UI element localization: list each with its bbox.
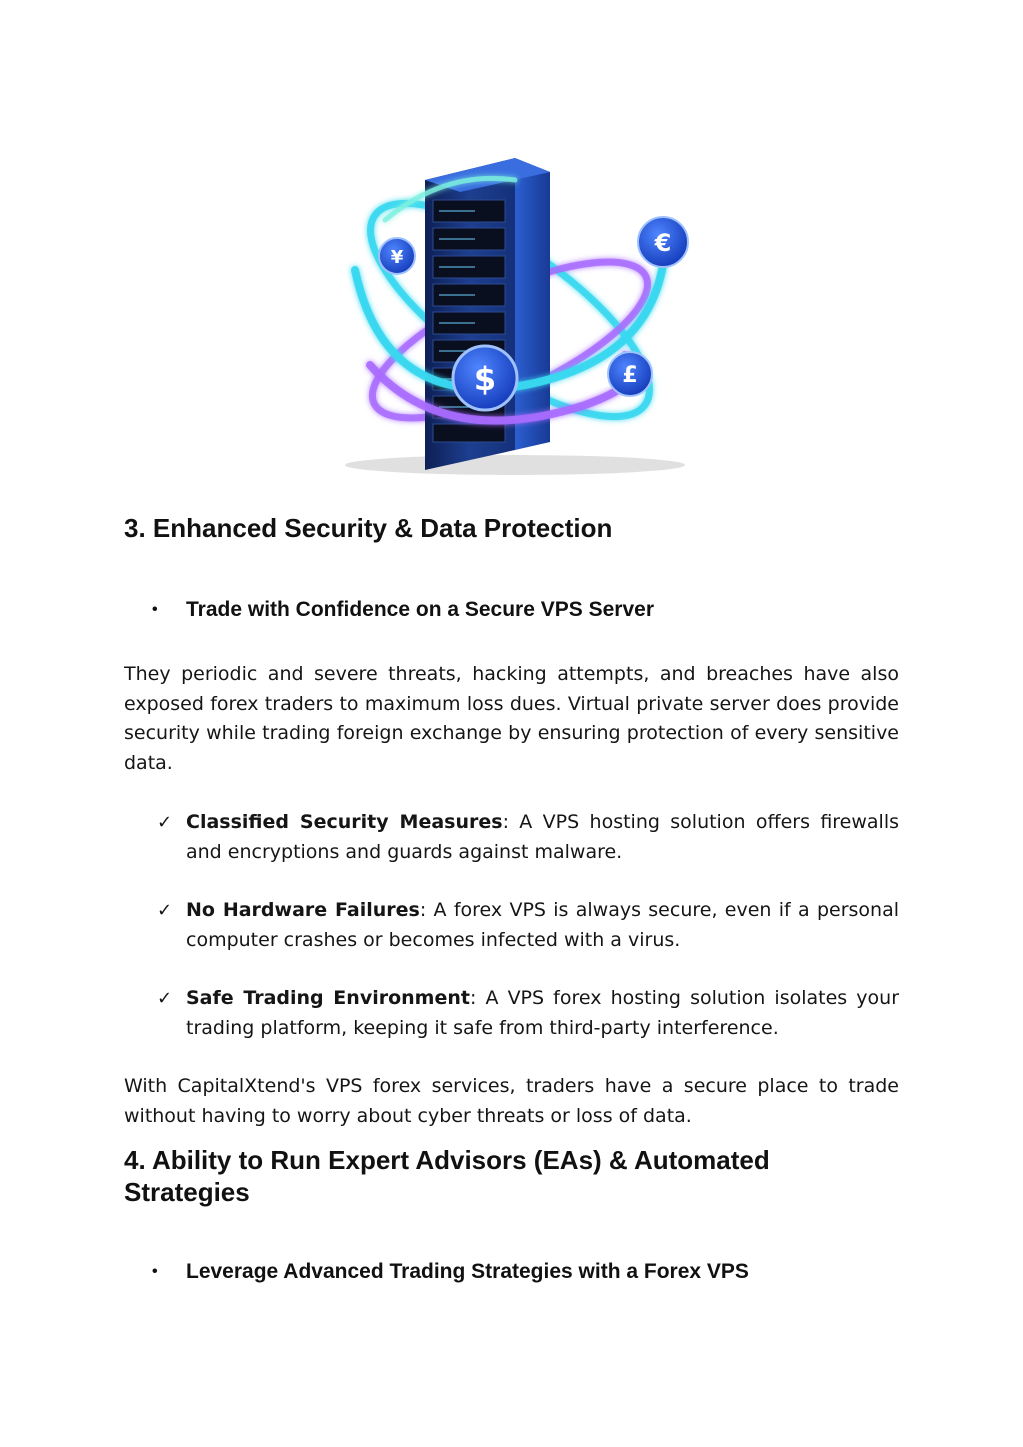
check-item-title: No Hardware Failures [186,899,420,921]
check-item-safe-trading-environment [157,984,899,1043]
check-item-title: Safe Trading Environment [186,987,470,1009]
vps-server-illustration [325,150,705,480]
dollar-coin-icon [453,346,517,410]
section-3-heading: 3. Enhanced Security & Data Protection [124,513,613,543]
pound-coin-icon [608,352,652,396]
bullet-icon: • [152,1263,158,1280]
yen-coin-icon [379,238,415,274]
section-3-bullet-text: Trade with Confidence on a Secure VPS Server [186,598,654,621]
check-icon: ✓ [157,812,173,833]
check-item-text: : A VPS hosting solution offers firewalls and encryptions and guards against malware. [186,811,900,863]
svg-text:£: £ [622,363,638,388]
euro-coin-icon [638,217,688,267]
check-item-title: Classified Security Measures [186,811,503,833]
section-3-intro: They periodic and severe threats, hacking attempts, and breaches have also exposed forex traders to maximum loss dues. Virtual private server does provide security while trading foreign exchange by ensuring protection of every sensitive data. [124,663,899,774]
check-item-text: : A forex VPS is always secure, even if a personal computer crashes or becomes infected with a virus. [186,899,900,951]
section-3-closing: With CapitalXtend's VPS forex services, traders have a secure place to trade without having to worry about cyber threats or loss of data. [124,1075,899,1127]
section-4-bullet-text: Leverage Advanced Trading Strategies with a Forex VPS [186,1260,749,1283]
check-icon: ✓ [157,900,173,921]
svg-text:€: € [654,229,672,257]
check-item-classified-security [157,808,899,867]
check-icon: ✓ [157,988,173,1009]
svg-text:¥: ¥ [390,247,404,268]
section-4-heading: 4. Ability to Run Expert Advisors (EAs) & Automated Strategies [124,1145,770,1207]
bullet-icon: • [152,601,158,618]
check-item-text: : A VPS forex hosting solution isolates your trading platform, keeping it safe from third-party interference. [186,987,900,1039]
check-item-no-hardware-failures [157,896,899,955]
svg-text:$: $ [473,360,497,398]
